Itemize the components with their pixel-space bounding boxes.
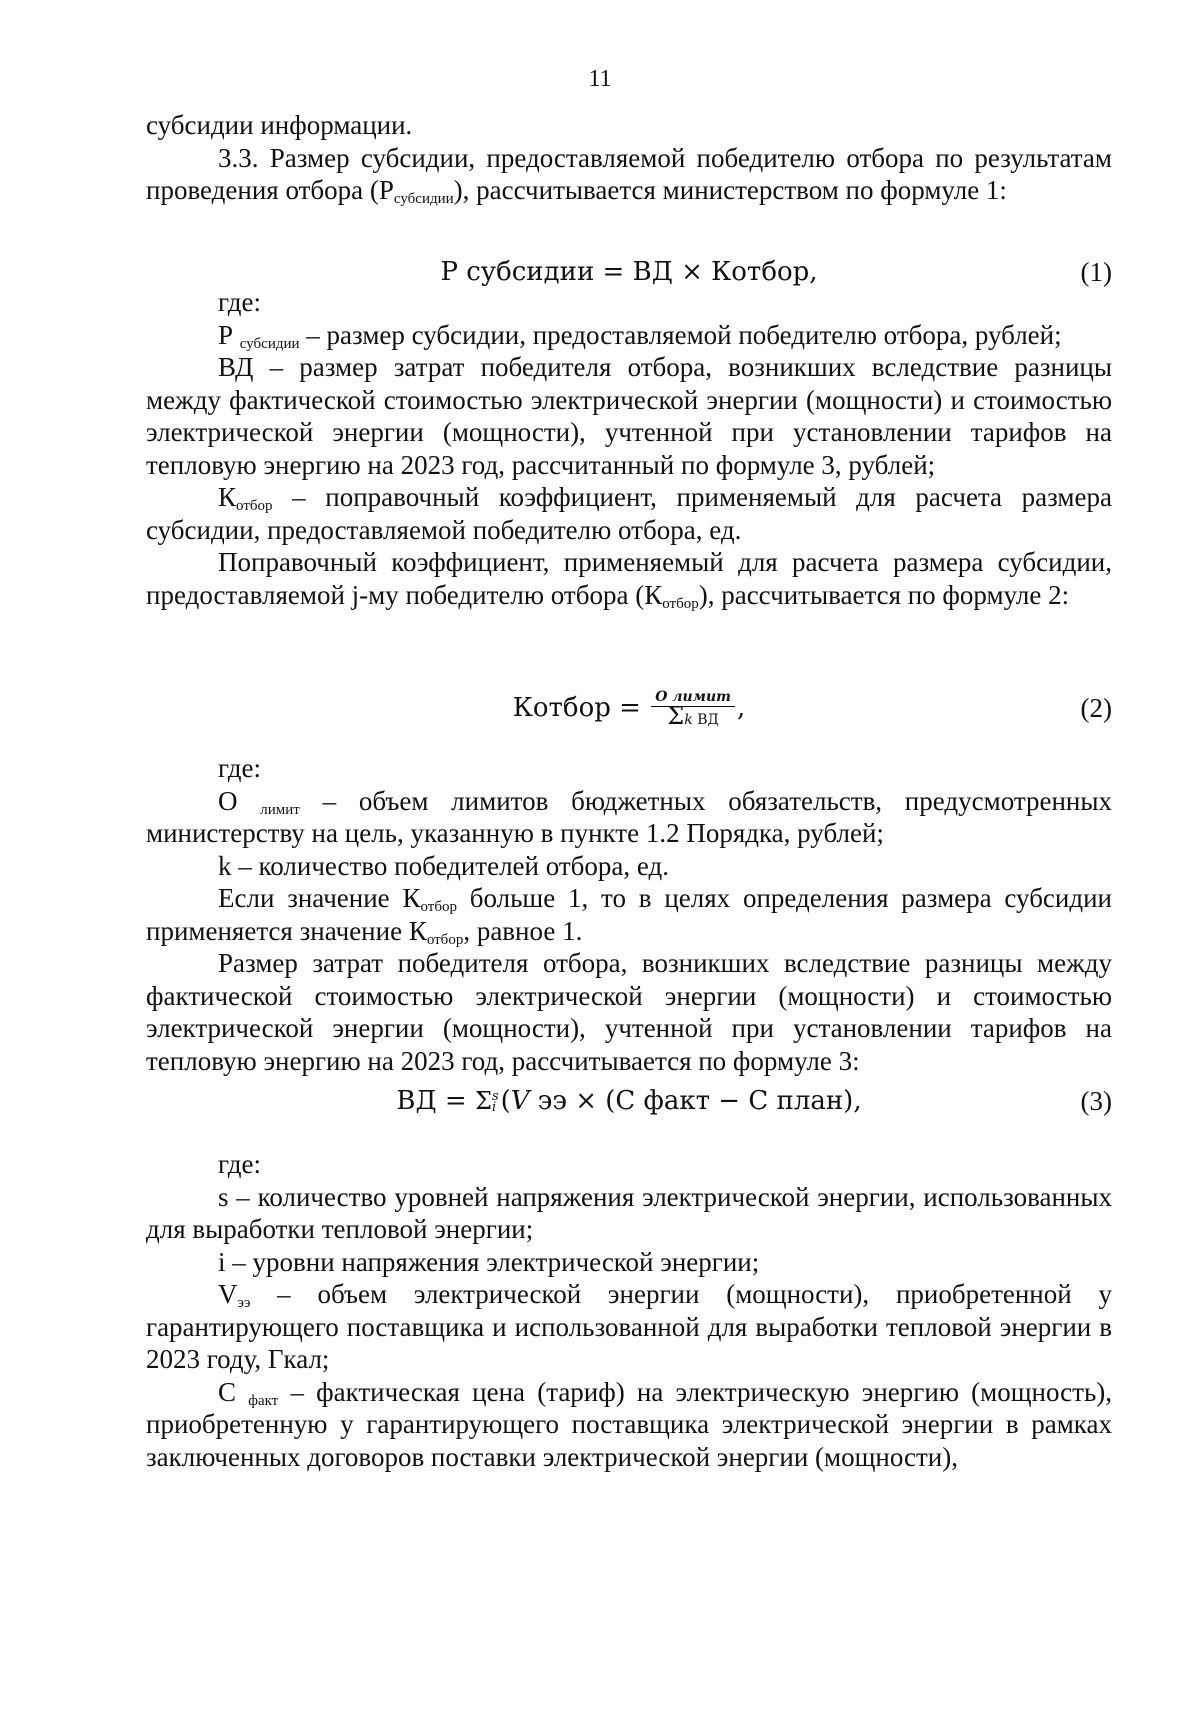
paragraph: субсидии информации. — [146, 110, 413, 140]
definition-s: s – количество уровней напряжения электрической энергии, использованных для выработки тепловой энергии; — [146, 1181, 1112, 1244]
text-block-definitions-1 — [146, 286, 1112, 611]
definition-k: k – количество победителей отбора, ед. — [218, 850, 670, 881]
where-label: где: — [218, 1149, 261, 1179]
paragraph-if-value: Если значение $К_{отбор}$ больше 1, то в целях определения размера субсидии применяется значение $К_{отбор}$, равное 1. — [146, 883, 1113, 948]
paragraph-3-3: 3.3. Размер субсидии, предоставляемой победителю отбора по результатам проведения отбора $(Р_{субсидии})$, рассчитывается министерством по формуле 1: — [146, 142, 1112, 207]
definition-o-limit: О $_{лимит}$ – объем лимитов бюджетных обязательств, предусмотренных министерству на цель, указанную в пункте 1.2 Порядка, рублей; — [146, 785, 1112, 848]
paragraph-vd-formula: Размер затрат победителя отбора, возникших вследствие разницы между фактической стоимостью электрической энергии (мощности) и стоимостью электрической энергии (мощности), учтенной при установлении тарифов на тепловую энергию на 2023 год, рассчитывается по формуле 3: — [146, 948, 1112, 1076]
where-label: где: — [218, 287, 261, 317]
text-block-intro — [146, 109, 1112, 207]
definition-k-otbor: $К_{отбор}$ – поправочный коэффициент, применяемый для расчета размера субсидии, предоставляемой победителю отбора, ед. — [146, 482, 1112, 545]
fraction: $\frac{\text{О лимит}}{\text{Σk ВД}}$ — [651, 689, 735, 730]
formula-2 — [146, 686, 1112, 730]
formula-expression: ВД = Σ s i (V ээ × (С факт − С план), — [396, 1086, 862, 1116]
formula-number: (1) — [1080, 257, 1112, 287]
page-number: 11 — [588, 66, 612, 92]
formula-3 — [146, 1079, 1112, 1123]
definition-r-subsidy: Р $_{субсидии}$ – размер субсидии, предоставляемой победителю отбора, рублей; — [218, 319, 1062, 352]
where-label: где: — [218, 753, 261, 783]
text-block-definitions-2 — [146, 752, 1112, 1077]
definition-v-ee: $V_{ээ}$ – объем электрической энергии (мощности), приобретенной у гарантирующего поставщика и использованной для выработки тепловой энергии в 2023 году, Гкал; — [146, 1279, 1112, 1374]
formula-number: (2) — [1080, 693, 1112, 723]
formula-expression: Котбор = $\frac{\text{О лимит}}{\text{Σk ВД}}$ , — [512, 688, 746, 730]
paragraph-coefficient: Поправочный коэффициент, применяемый для расчета размера субсидии, предоставляемой j-му победителю отбора $(К_{отбор})$, рассчитывается по формуле 2: — [146, 547, 1112, 612]
definition-vd: ВД – размер затрат победителя отбора, возникших вследствие разницы между фактической стоимостью электрической энергии (мощности) и стоимостью электрической энергии (мощности), учтенной при установлении тарифов на тепловую энергию на 2023 год, рассчитанный по формуле 3, рублей; — [146, 352, 1112, 480]
definition-c-fact: С $_{факт}$ – фактическая цена (тариф) на электрическую энергию (мощность), приобретенную у гарантирующего поставщика электрической энергии в рамках заключенных договоров поставки электрической энергии (мощности), — [146, 1376, 1113, 1472]
formula-expression: Р субсидии = ВД × Котбор, — [440, 257, 818, 287]
formula-number: (3) — [1080, 1086, 1112, 1116]
definition-i: i – уровни напряжения электрической энергии; — [218, 1246, 760, 1277]
text-block-definitions-3 — [146, 1148, 1112, 1473]
